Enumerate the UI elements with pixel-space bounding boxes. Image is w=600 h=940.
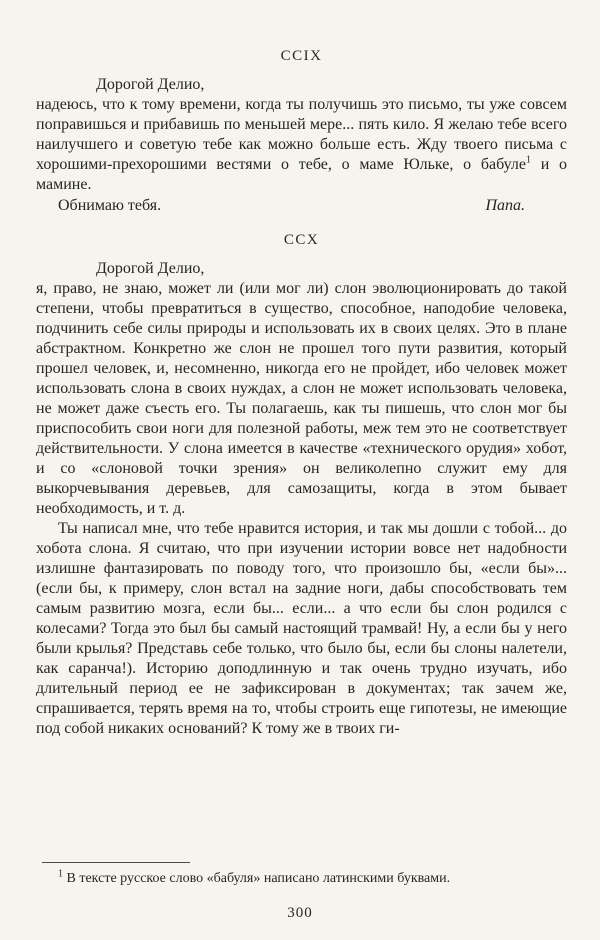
salutation: Дорогой Делио, [96,76,205,93]
footnote-text: В тексте русское слово «бабуля» написано латинскими буквами. [63,871,451,886]
footnote-marker: 1 [58,868,63,880]
footnote-area [36,862,567,888]
letter-heading-ccx: CCX [283,232,320,248]
closing-line [36,196,567,216]
letter-paragraph: я, право, не знаю, может ли (или мог ли) слон эволюционировать до такой степени, чтобы превратиться в существо, способное, наподобие человека, подчинить себе силы природы и использовать их в своих целях. Это в плане абстрактном. Конкретно же слон не прошел того пути развития, который прошел человек, и, несомненно, никогда его не пройдет, ибо человек может использовать слона в своих нуждах, а слон не может использовать человека, не может даже съесть его. Ты полагаешь, как ты пишешь, что слон мог бы приспособить свои ноги для полезной работы, меж тем это не соответствует действительности. У слона имеется в качестве «технического орудия» хобот, и со «слоновой точки зрения» он великолепно служит ему для выкорчевывания деревьев, для самозащиты, когда в этом бывает необходимость, и т. д. [36,280,567,517]
salutation: Дорогой Делио, [96,260,205,277]
letter-ccix [36,48,567,216]
page-number: 300 [287,905,313,921]
footnote-ref: 1 [526,154,531,166]
signature: Папа. [485,197,525,214]
footnote-separator [42,862,190,863]
letter-body [36,95,567,195]
letter-paragraph: Ты написал мне, что тебе нравится история, и так мы дошли с тобой... до хобота слона. Я считаю, что при изучении истории вовсе нет надобности излишне фантазировать по поводу того, что произошло бы, «если бы»... (если бы, к примеру, слон встал на задние ноги, дабы способствовать тем самым развитию мозга, если бы... если... а что если бы слон родился с колесами? Тогда это был бы самый настоящий трамвай! Ну, а если бы у него были крылья? Представь себе только, что было бы, если бы слоны налетели, как саранча!). Историю доподлинную и так очень трудно изучать, ибо длительный период ее не зафиксирован в документах; так зачем же, спрашивается, терять время на то, чтобы строить еще гипотезы, не имеющие под собой никаких оснований? К тому же в твоих ги- [36,520,567,737]
letter-heading-ccix: CCIX [280,48,323,64]
footnote [36,870,567,888]
body-text: и о мамине. [36,156,568,193]
letter-ccx [36,232,567,739]
body-text: надеюсь, что к тому времени, когда ты получишь это письмо, ты уже совсем поправишься и прибавишь по меньшей мере... пять кило. Я желаю тебе всего наилучшего и советую тебе как можно больше есть. Жду твоего письма с хорошими-прехорошими вестями о тебе, о маме Юльке, о бабуле [36,96,567,173]
closing: Обнимаю тебя. [58,197,162,214]
